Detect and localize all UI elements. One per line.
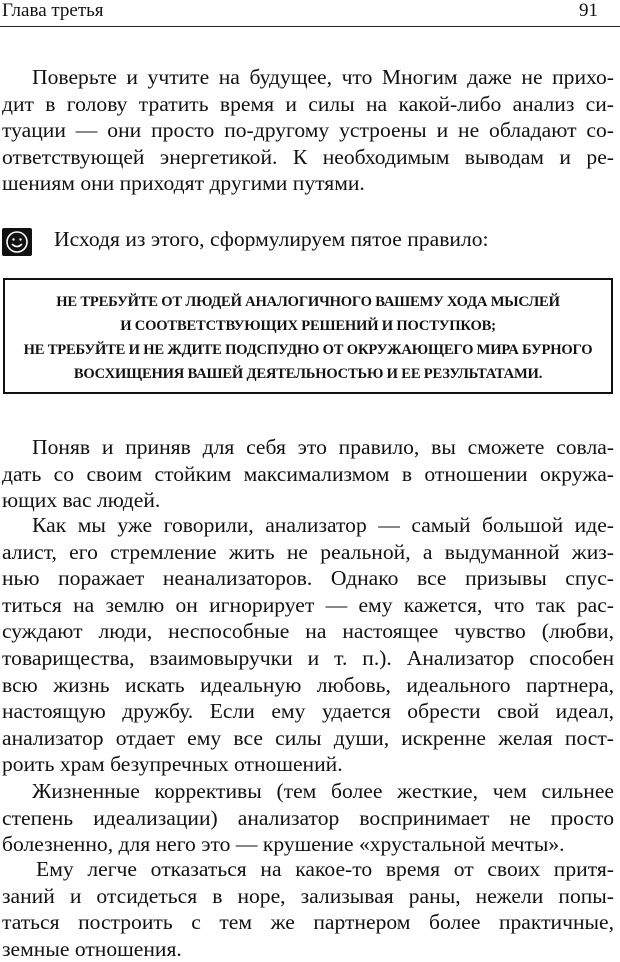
text-line: ющих вас людей. (2, 488, 161, 513)
paragraph-4 (2, 778, 614, 858)
smiley-face-icon (2, 228, 32, 256)
text-line: степень идеализации) анализатор воспринимает не просто (2, 805, 614, 830)
text-line: ответствующей энергетикой. К необходимым выводам и ре- (2, 144, 614, 169)
text-line: шениям они приходят другими путями. (2, 171, 365, 196)
paragraph-2 (2, 434, 614, 514)
text-line: Жизненные коррективы (тем более жесткие, чем сильнее (32, 779, 614, 803)
text-line: роить храм безупречных отношений. (2, 752, 343, 777)
text-line: дит в голову тратить время и силы на какой-либо анализ си- (2, 91, 614, 116)
text-line: заний и отсидеться в норе, зализывая раны, нежели попы- (2, 883, 614, 908)
rule-line: НЕ ТРЕБУЙТЕ ОТ ЛЮДЕЙ АНАЛОГИЧНОГО ВАШЕМУ ХОДА МЫСЛЕЙ (56, 294, 560, 310)
text-line: анализатор отдает ему все силы души, искренне желая пост- (2, 725, 614, 750)
text-line: всю жизнь искать идеальную любовь, идеального партнера, (2, 672, 614, 697)
page-header (0, 0, 620, 27)
rule-line: И СООТВЕТСТВУЮЩИХ РЕШЕНИЙ И ПОСТУПКОВ; (120, 318, 496, 334)
text-line: титься на землю он игнорирует — ему кажется, что так рас- (2, 592, 614, 617)
rule-line: НЕ ТРЕБУЙТЕ И НЕ ЖДИТЕ ПОДСПУДНО ОТ ОКРУЖАЮЩЕГО МИРА БУРНОГО (23, 342, 593, 358)
text-line: Как мы уже говорили, анализатор — самый большой иде- (32, 513, 614, 537)
text-line: туации — они просто по-другому устроены и не обладают со- (2, 118, 614, 143)
text-line: таться построить с тем же партнером более практичные, (2, 910, 614, 935)
paragraph-3 (2, 512, 614, 778)
text-line: дать со своим стойким максимализмом в отношении окружа- (2, 461, 614, 486)
text-line: Поняв и приняв для себя это правило, вы сможете совла- (32, 435, 614, 459)
text-line: нью поражает неанализаторов. Однако все призывы спус- (2, 566, 614, 591)
text-line: земные отношения. (2, 936, 182, 961)
text-line: Поверьте и учтите на будущее, что Многим даже не прихо- (32, 65, 614, 89)
text-line: алист, его стремление жить не реальной, а выдуманной жиз- (2, 539, 614, 564)
paragraph-1 (2, 64, 614, 197)
rule-box (3, 278, 613, 394)
text-line: болезненно, для него это — крушение «хрустальной мечты». (2, 832, 565, 857)
chapter-title: Глава третья (2, 0, 104, 21)
rule-intro-text: Исходя из этого, сформулируем пятое правило: (54, 227, 489, 251)
text-line: Ему легче отказаться на какое-то время от своих притя- (36, 857, 614, 881)
text-line: товарищества, взаимовыручки и т. п.). Анализатор способен (2, 645, 614, 670)
text-line: суждают люди, неспособные на настоящее чувство (любви, (2, 619, 614, 644)
rule-line: ВОСХИЩЕНИЯ ВАШЕЙ ДЕЯТЕЛЬНОСТЬЮ И ЕЕ РЕЗУЛЬТАТАМИ. (73, 366, 543, 382)
paragraph-5 (2, 856, 614, 962)
page-number: 91 (579, 0, 598, 21)
text-line: настоящую дружбу. Если ему удается обрести свой идеал, (2, 699, 614, 724)
rule-intro (0, 226, 620, 256)
